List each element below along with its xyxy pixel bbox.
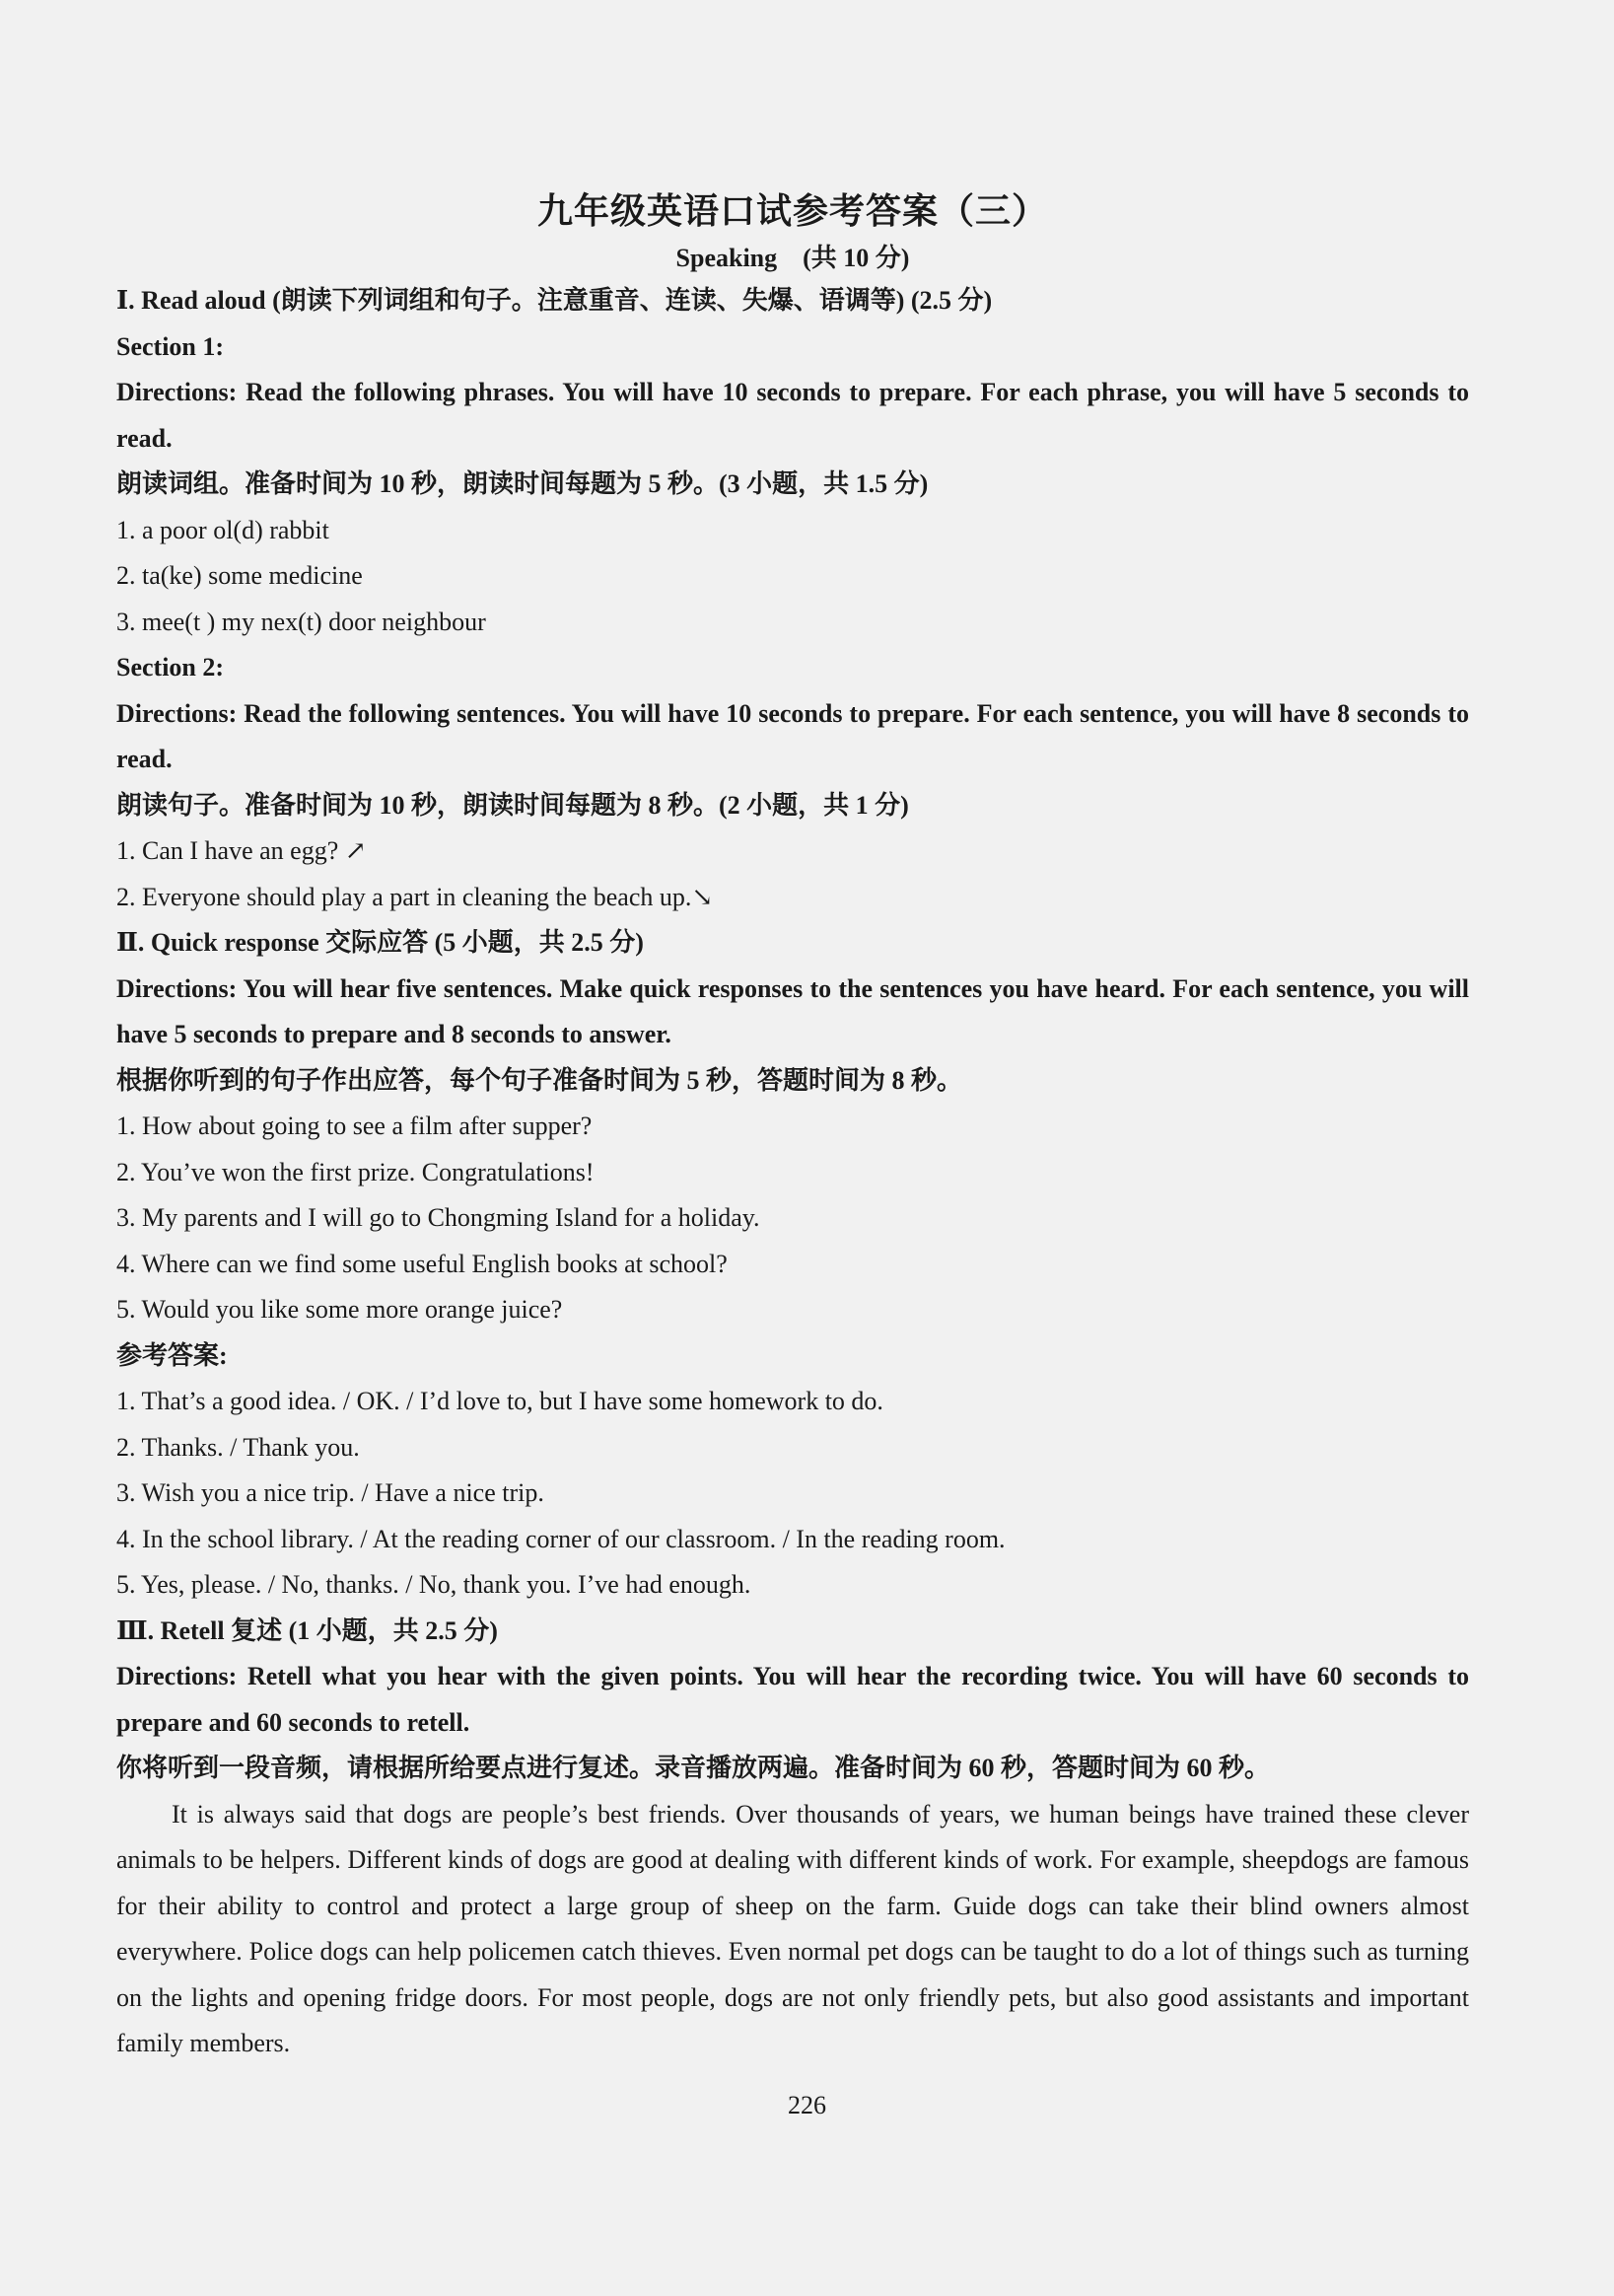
part3-directions: Directions: Retell what you hear with the given points. You will hear the recording twice. You will have 60 seconds to prepare and 60 seconds to retell. — [116, 1662, 1469, 1737]
answer-item: 1. That’s a good idea. / OK. / I’d love to, but I have some homework to do. — [116, 1387, 883, 1415]
part2-directions: Directions: You will hear five sentences. Make quick responses to the sentences you have heard. For each sentence, you will have 5 seconds to prepare and 8 seconds to answer. — [116, 973, 1469, 1048]
phrase-item: 3. mee(t ) my nex(t) door neighbour — [116, 607, 486, 636]
section2-instruction-cn: 朗读句子。准备时间为 10 秒，朗读时间每题为 8 秒。(2 小题，共 1 分) — [116, 790, 909, 820]
question-item: 3. My parents and I will go to Chongming Island for a holiday. — [116, 1203, 760, 1232]
part3-heading: Ⅲ. Retell 复述 (1 小题，共 2.5 分) — [116, 1615, 498, 1645]
page-subtitle: Speaking (共 10 分) — [675, 244, 910, 272]
part2-heading: Ⅱ. Quick response 交际应答 (5 小题，共 2.5 分) — [116, 928, 644, 957]
part3-instruction-cn: 你将听到一段音频，请根据所给要点进行复述。录音播放两遍。准备时间为 60 秒，答题时间为 60 秒。 — [116, 1754, 1271, 1782]
answer-item: 5. Yes, please. / No, thanks. / No, thank you. I’ve had enough. — [116, 1570, 751, 1599]
section1-directions: Directions: Read the following phrases. You will have 10 seconds to prepare. For each phrase, you will have 5 seconds to read. — [116, 378, 1469, 453]
page-title: 九年级英语口试参考答案（三） — [536, 191, 1048, 231]
phrase-item: 1. a poor ol(d) rabbit — [116, 515, 329, 544]
answer-item: 3. Wish you a nice trip. / Have a nice trip. — [116, 1478, 544, 1507]
section1-label: Section 1: — [116, 331, 225, 361]
question-item: 2. You’ve won the first prize. Congratulations! — [116, 1157, 595, 1186]
sentence-item: 1. Can I have an egg? ↗ — [116, 836, 367, 865]
question-item: 4. Where can we find some useful English books at school? — [116, 1249, 728, 1278]
section2-directions: Directions: Read the following sentences. You will have 10 seconds to prepare. For each sentence, you will have 8 seconds to read. — [116, 698, 1469, 773]
section2-label: Section 2: — [116, 653, 225, 682]
answer-item: 4. In the school library. / At the reading corner of our classroom. / In the reading room. — [116, 1524, 1006, 1553]
phrase-item: 2. ta(ke) some medicine — [116, 561, 363, 590]
part2-instruction-cn: 根据你听到的句子作出应答，每个句子准备时间为 5 秒，答题时间为 8 秒。 — [116, 1065, 963, 1095]
section1-instruction-cn: 朗读词组。准备时间为 10 秒，朗读时间每题为 5 秒。(3 小题，共 1.5 分) — [116, 469, 929, 498]
answers-label: 参考答案: — [116, 1340, 228, 1370]
page-number: 226 — [788, 2091, 826, 2119]
question-item: 1. How about going to see a film after supper? — [116, 1112, 593, 1140]
retell-passage: It is always said that dogs are people’s best friends. Over thousands of years, we human beings have trained these clever animals to be helpers. Different kinds of dogs are good at dealing with different kinds of work. For example, sheepdogs are famous for their ability to control and protect a large group of sheep on the farm. Guide dogs can take their blind owners almost everywhere. Police dogs can help policemen catch thieves. Even normal pet dogs can be taught to do a lot of things such as turning on the lights and opening fridge doors. For most people, dogs are not only friendly pets, but also good assistants and important family members. — [116, 1799, 1469, 2057]
question-item: 5. Would you like some more orange juice? — [116, 1295, 563, 1324]
sentence-item: 2. Everyone should play a part in cleaning the beach up.↘ — [116, 882, 714, 911]
part1-heading: Ⅰ. Read aloud (朗读下列词组和句子。注意重音、连读、失爆、语调等) (2.5 分) — [116, 286, 993, 315]
answer-item: 2. Thanks. / Thank you. — [116, 1432, 360, 1462]
